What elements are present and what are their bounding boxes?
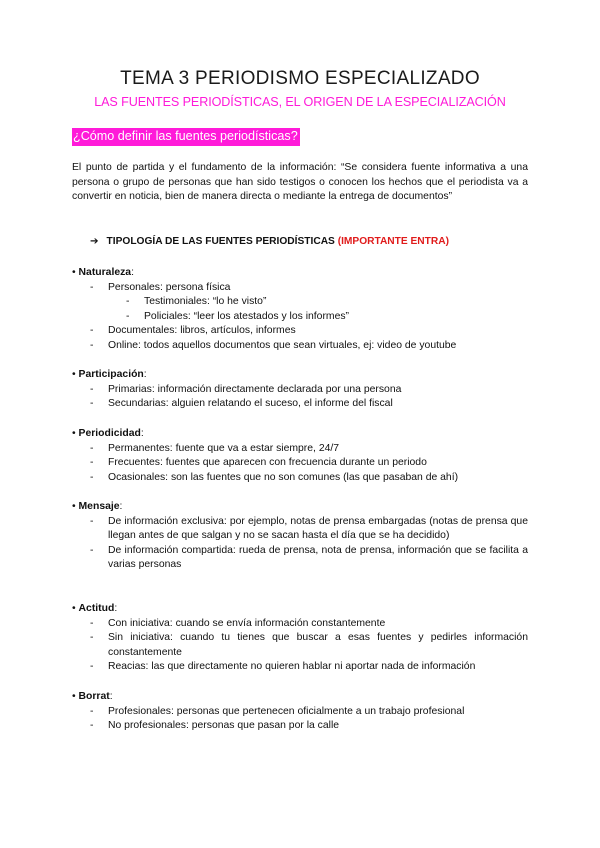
bullet-icon: • bbox=[72, 428, 76, 439]
dash-icon: - bbox=[90, 632, 94, 644]
intro-paragraph: El punto de partida y el fundamento de la información: “Se considera fuente informativa a una persona o grupo de personas que han sido testigos o conocen los hechos que el periodista va a convertir en noticia, bien de manera directa o mediante la entrega de documentos” bbox=[72, 162, 528, 203]
list-item bbox=[72, 397, 528, 412]
section-mensaje bbox=[72, 500, 528, 573]
list-item bbox=[72, 456, 528, 471]
list-item-text: No profesionales: personas que pasan por la calle bbox=[108, 720, 340, 732]
section-participacion bbox=[72, 368, 528, 412]
dash-icon: - bbox=[90, 325, 94, 337]
bullet-icon: • bbox=[72, 369, 76, 380]
section-title-label: Borrat bbox=[78, 691, 110, 702]
list-item bbox=[72, 705, 528, 720]
question-heading: ¿Cómo definir las fuentes periodísticas? bbox=[72, 128, 300, 146]
dash-icon: - bbox=[90, 383, 94, 395]
section-periodicidad bbox=[72, 427, 528, 485]
bullet-icon: • bbox=[72, 603, 76, 614]
list-item bbox=[72, 471, 528, 486]
section-title: • Borrat: bbox=[72, 691, 113, 702]
section-title: • Mensaje: bbox=[72, 501, 123, 512]
section-borrat bbox=[72, 690, 528, 734]
dash-icon: - bbox=[90, 398, 94, 410]
bullet-icon: • bbox=[72, 501, 76, 512]
dash-icon: - bbox=[90, 339, 94, 351]
list-item bbox=[72, 281, 528, 296]
list-item-text: Profesionales: personas que pertenecen oficialmente a un trabajo profesional bbox=[108, 705, 465, 717]
important-note: (IMPORTANTE ENTRA) bbox=[337, 236, 449, 247]
section-title-label: Actitud bbox=[78, 603, 115, 614]
list-item bbox=[72, 631, 528, 660]
typology-label: TIPOLOGÍA DE LAS FUENTES PERIODÍSTICAS bbox=[106, 236, 335, 247]
section-title: • Participación: bbox=[72, 369, 147, 380]
list-item bbox=[72, 617, 528, 632]
arrow-icon: ➔ bbox=[90, 236, 99, 247]
dash-icon: - bbox=[90, 617, 94, 629]
dash-icon: - bbox=[90, 442, 94, 454]
dash-icon: - bbox=[90, 720, 94, 732]
list-item-text: Con iniciativa: cuando se envía información constantemente bbox=[108, 617, 386, 629]
dash-icon: - bbox=[90, 471, 94, 483]
list-item bbox=[72, 339, 528, 354]
page-subtitle: LAS FUENTES PERIODÍSTICAS, EL ORIGEN DE LA ESPECIALIZACIÓN bbox=[94, 95, 506, 109]
list-item bbox=[72, 719, 528, 734]
list-item-text: Testimoniales: “lo he visto” bbox=[144, 296, 267, 308]
list-item-text: Frecuentes: fuentes que aparecen con frecuencia durante un periodo bbox=[108, 457, 427, 469]
list-item-text: Sin iniciativa: cuando tu tienes que buscar a esas fuentes y pedirles información constantemente bbox=[108, 632, 528, 658]
list-item-text: De información exclusiva: por ejemplo, notas de prensa embargadas (notas de prensa que llegan antes de que salgan y no se sacan hasta el día que se ha decidido) bbox=[108, 515, 528, 542]
dash-icon: - bbox=[90, 281, 94, 293]
section-title: • Naturaleza: bbox=[72, 267, 134, 278]
dash-icon: - bbox=[90, 457, 94, 469]
section-naturaleza bbox=[72, 266, 528, 354]
section-title: • Actitud: bbox=[72, 603, 118, 614]
list-item-text: Documentales: libros, artículos, informes bbox=[108, 325, 296, 337]
list-item-text: Secundarias: alguien relatando el suceso, el informe del fiscal bbox=[108, 398, 393, 410]
list-item bbox=[72, 383, 528, 398]
list-item-text: De información compartida: rueda de prensa, nota de prensa, información que se facilita a varias personas bbox=[108, 544, 528, 571]
section-title-label: Mensaje bbox=[78, 501, 120, 512]
dash-icon: - bbox=[126, 310, 130, 322]
list-item-text: Ocasionales: son las fuentes que no son comunes (las que pasaban de ahí) bbox=[108, 471, 459, 483]
list-item-text: Policiales: “leer los atestados y los informes” bbox=[144, 310, 350, 322]
list-item bbox=[72, 544, 528, 573]
list-item bbox=[72, 442, 528, 457]
sub-list-item bbox=[72, 295, 528, 310]
typology-heading bbox=[90, 236, 449, 247]
section-title: • Periodicidad: bbox=[72, 428, 144, 439]
list-item-text: Online: todos aquellos documentos que sean virtuales, ej: video de youtube bbox=[108, 339, 457, 351]
list-item bbox=[72, 324, 528, 339]
page-title: TEMA 3 PERIODISMO ESPECIALIZADO bbox=[120, 68, 480, 89]
dash-icon: - bbox=[90, 705, 94, 717]
bullet-icon: • bbox=[72, 691, 76, 702]
section-actitud bbox=[72, 602, 528, 675]
list-item-text: Permanentes: fuente que va a estar siempre, 24/7 bbox=[108, 442, 340, 454]
dash-icon: - bbox=[90, 661, 94, 673]
list-item bbox=[72, 660, 528, 675]
list-item-text: Personales: persona física bbox=[108, 281, 231, 293]
section-title-label: Periodicidad bbox=[78, 428, 141, 439]
sub-list-item bbox=[72, 310, 528, 325]
section-title-label: Naturaleza bbox=[78, 267, 132, 278]
dash-icon: - bbox=[126, 296, 130, 308]
section-title-label: Participación bbox=[78, 369, 144, 380]
list-item-text: Reacias: las que directamente no quieren hablar ni aportar nada de información bbox=[108, 661, 476, 673]
bullet-icon: • bbox=[72, 267, 76, 278]
dash-icon: - bbox=[90, 515, 94, 527]
list-item bbox=[72, 515, 528, 544]
dash-icon: - bbox=[90, 544, 94, 556]
list-item-text: Primarias: información directamente declarada por una persona bbox=[108, 383, 402, 395]
